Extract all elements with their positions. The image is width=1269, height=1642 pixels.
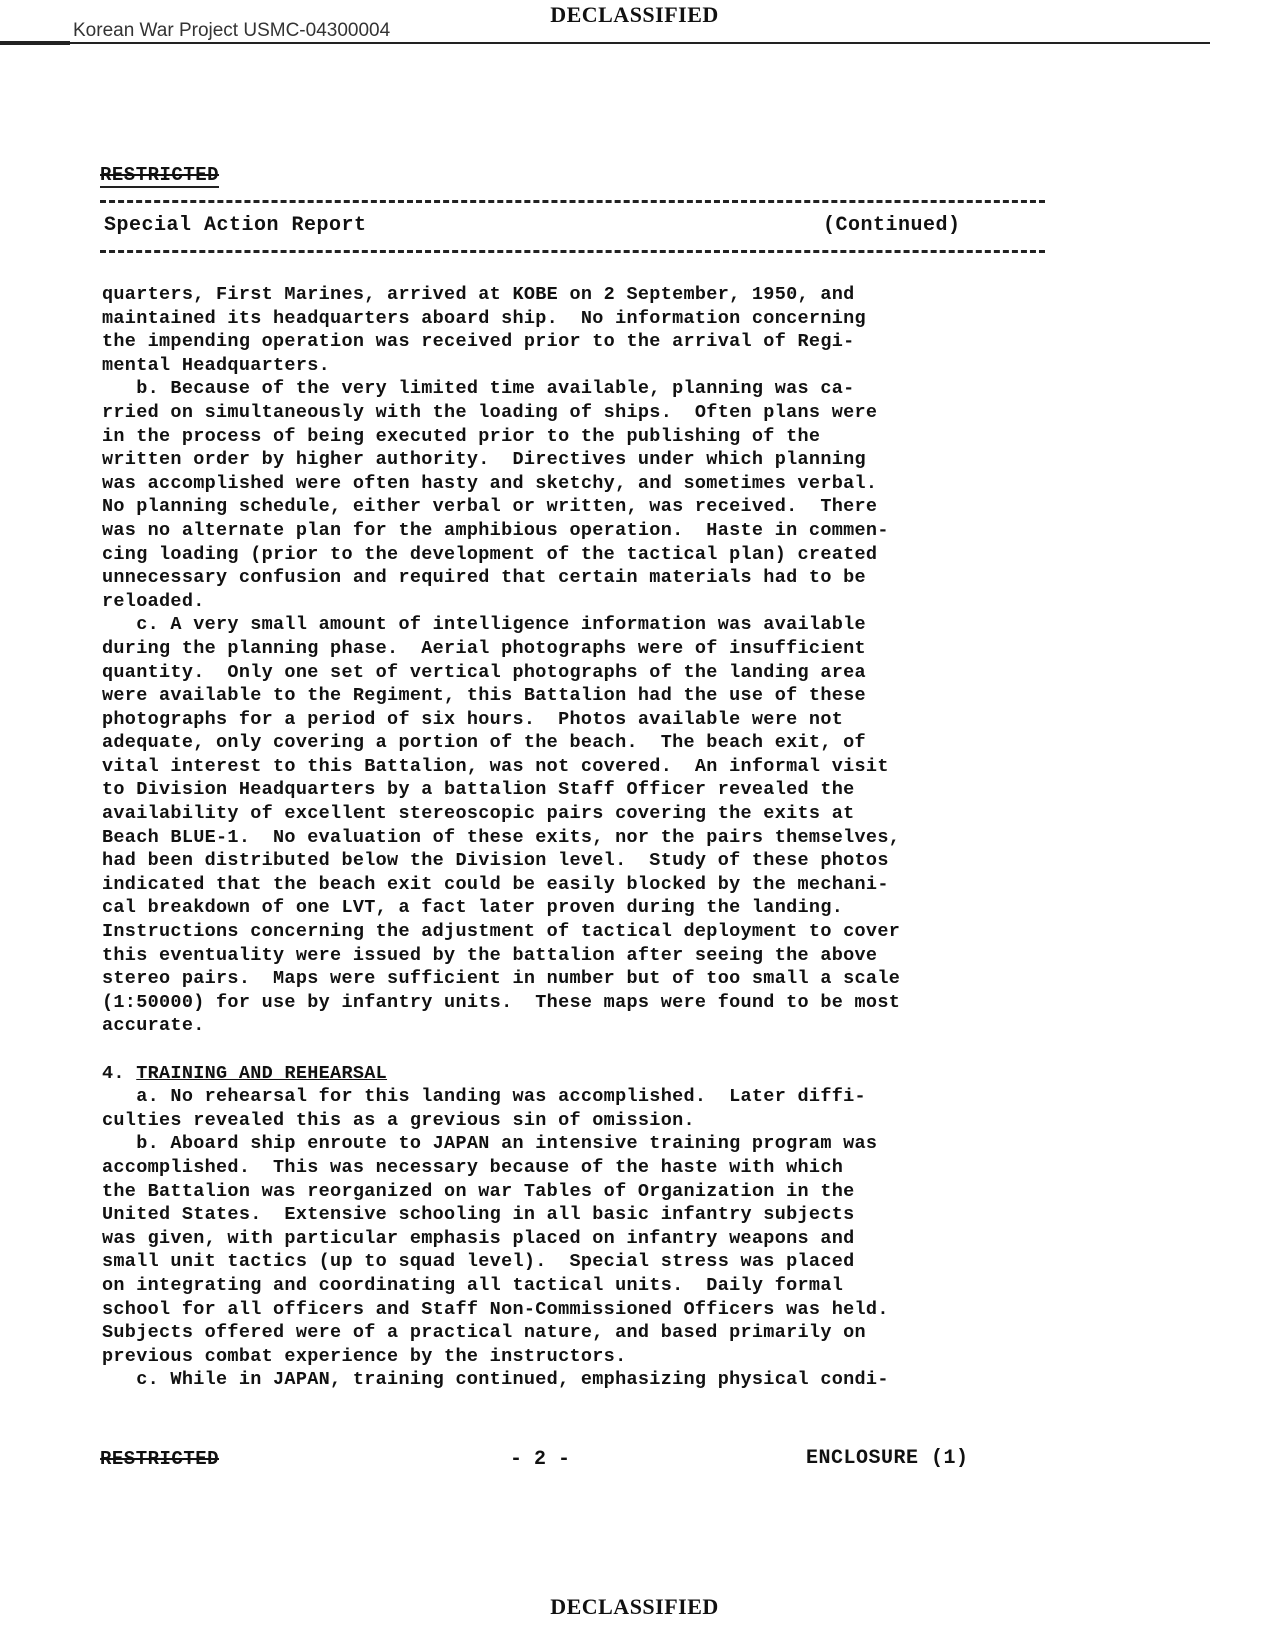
continued-label: (Continued) — [823, 214, 961, 237]
classification-stamp-bottom: RESTRICTED — [100, 1448, 220, 1470]
section-4-number: 4. — [102, 1062, 125, 1084]
declassified-banner-top: DECLASSIFIED — [550, 2, 719, 27]
classification-stamp-top: RESTRICTED — [100, 164, 220, 186]
top-rule — [0, 42, 1210, 44]
report-body — [102, 283, 1142, 1392]
header-dashed-rule-bottom — [100, 250, 1045, 253]
paragraph-intro: quarters, First Marines, arrived at KOBE on 2 September, 1950, and maintained its headquarters aboard ship. No information concerning the impending operation was received prior to the arrival of Regi- mental Headquarters. — [102, 284, 866, 376]
paragraph-c: c. A very small amount of intelligence information was available during the planning phase. Aerial photographs were of insufficient quantity. Only one set of vertical photographs of the landing area were available to the Regiment, this Battalion had the use of these photographs for a period of six hours. Photos available were not adequate, only covering a portion of the beach. The beach exit, of vital interest to this Battalion, was not covered. An informal visit to Division Headquarters by a battalion Staff Officer revealed the availability of excellent stereoscopic pairs covering the exits at Beach BLUE-1. No evaluation of these exits, nor the pairs themselves, had been distributed below the Division level. Study of these photos indicated that the beach exit could be easily blocked by the mechani- cal breakdown of one LVT, a fact later proven during the landing. Instructions concerning the adjustment of tactical deployment to cover this eventuality were issued by the battalion after seeing the above stereo pairs. Maps were sufficient in number but of too small a scale (1:50000) for use by infantry units. These maps were found to be most accurate. — [102, 614, 901, 1037]
enclosure-label: ENCLOSURE (1) — [806, 1447, 969, 1470]
section-4-heading: TRAINING AND REHEARSAL — [136, 1062, 388, 1084]
page-number: - 2 - — [510, 1448, 571, 1471]
paragraph-4c: c. While in JAPAN, training continued, emphasizing physical condi- — [102, 1369, 889, 1391]
paragraph-b: b. Because of the very limited time available, planning was ca- rried on simultaneously with the loading of ships. Often plans were in the process of being executed prior to the publishing of the written order by higher authority. Directives under which planning was accomplished were often hasty and sketchy, and sometimes verbal. No planning schedule, either verbal or written, was received. There was no alternate plan for the amphibious operation. Haste in commen- cing loading (prior to the development of the tactical plan) created unnecessary confusion and required that certain materials had to be reloaded. — [102, 378, 889, 612]
paragraph-4b: b. Aboard ship enroute to JAPAN an intensive training program was accomplished. This was necessary because of the haste with which the Battalion was reorganized on war Tables of Organization in the United States. Extensive schooling in all basic infantry subjects was given, with particular emphasis placed on infantry weapons and small unit tactics (up to squad level). Special stress was placed on integrating and coordinating all tactical units. Daily formal school for all officers and Staff Non-Commissioned Officers was held. Subjects offered were of a practical nature, and based primarily on previous combat experience by the instructors. — [102, 1133, 889, 1367]
report-title: Special Action Report — [104, 214, 367, 237]
declassified-banner-bottom: DECLASSIFIED — [550, 1594, 719, 1619]
paragraph-4a: a. No rehearsal for this landing was accomplished. Later diffi- culties revealed this as a grevious sin of omission. — [102, 1086, 866, 1131]
project-id-label: Korean War Project USMC-04300004 — [73, 20, 391, 41]
header-dashed-rule-top — [100, 200, 1045, 203]
